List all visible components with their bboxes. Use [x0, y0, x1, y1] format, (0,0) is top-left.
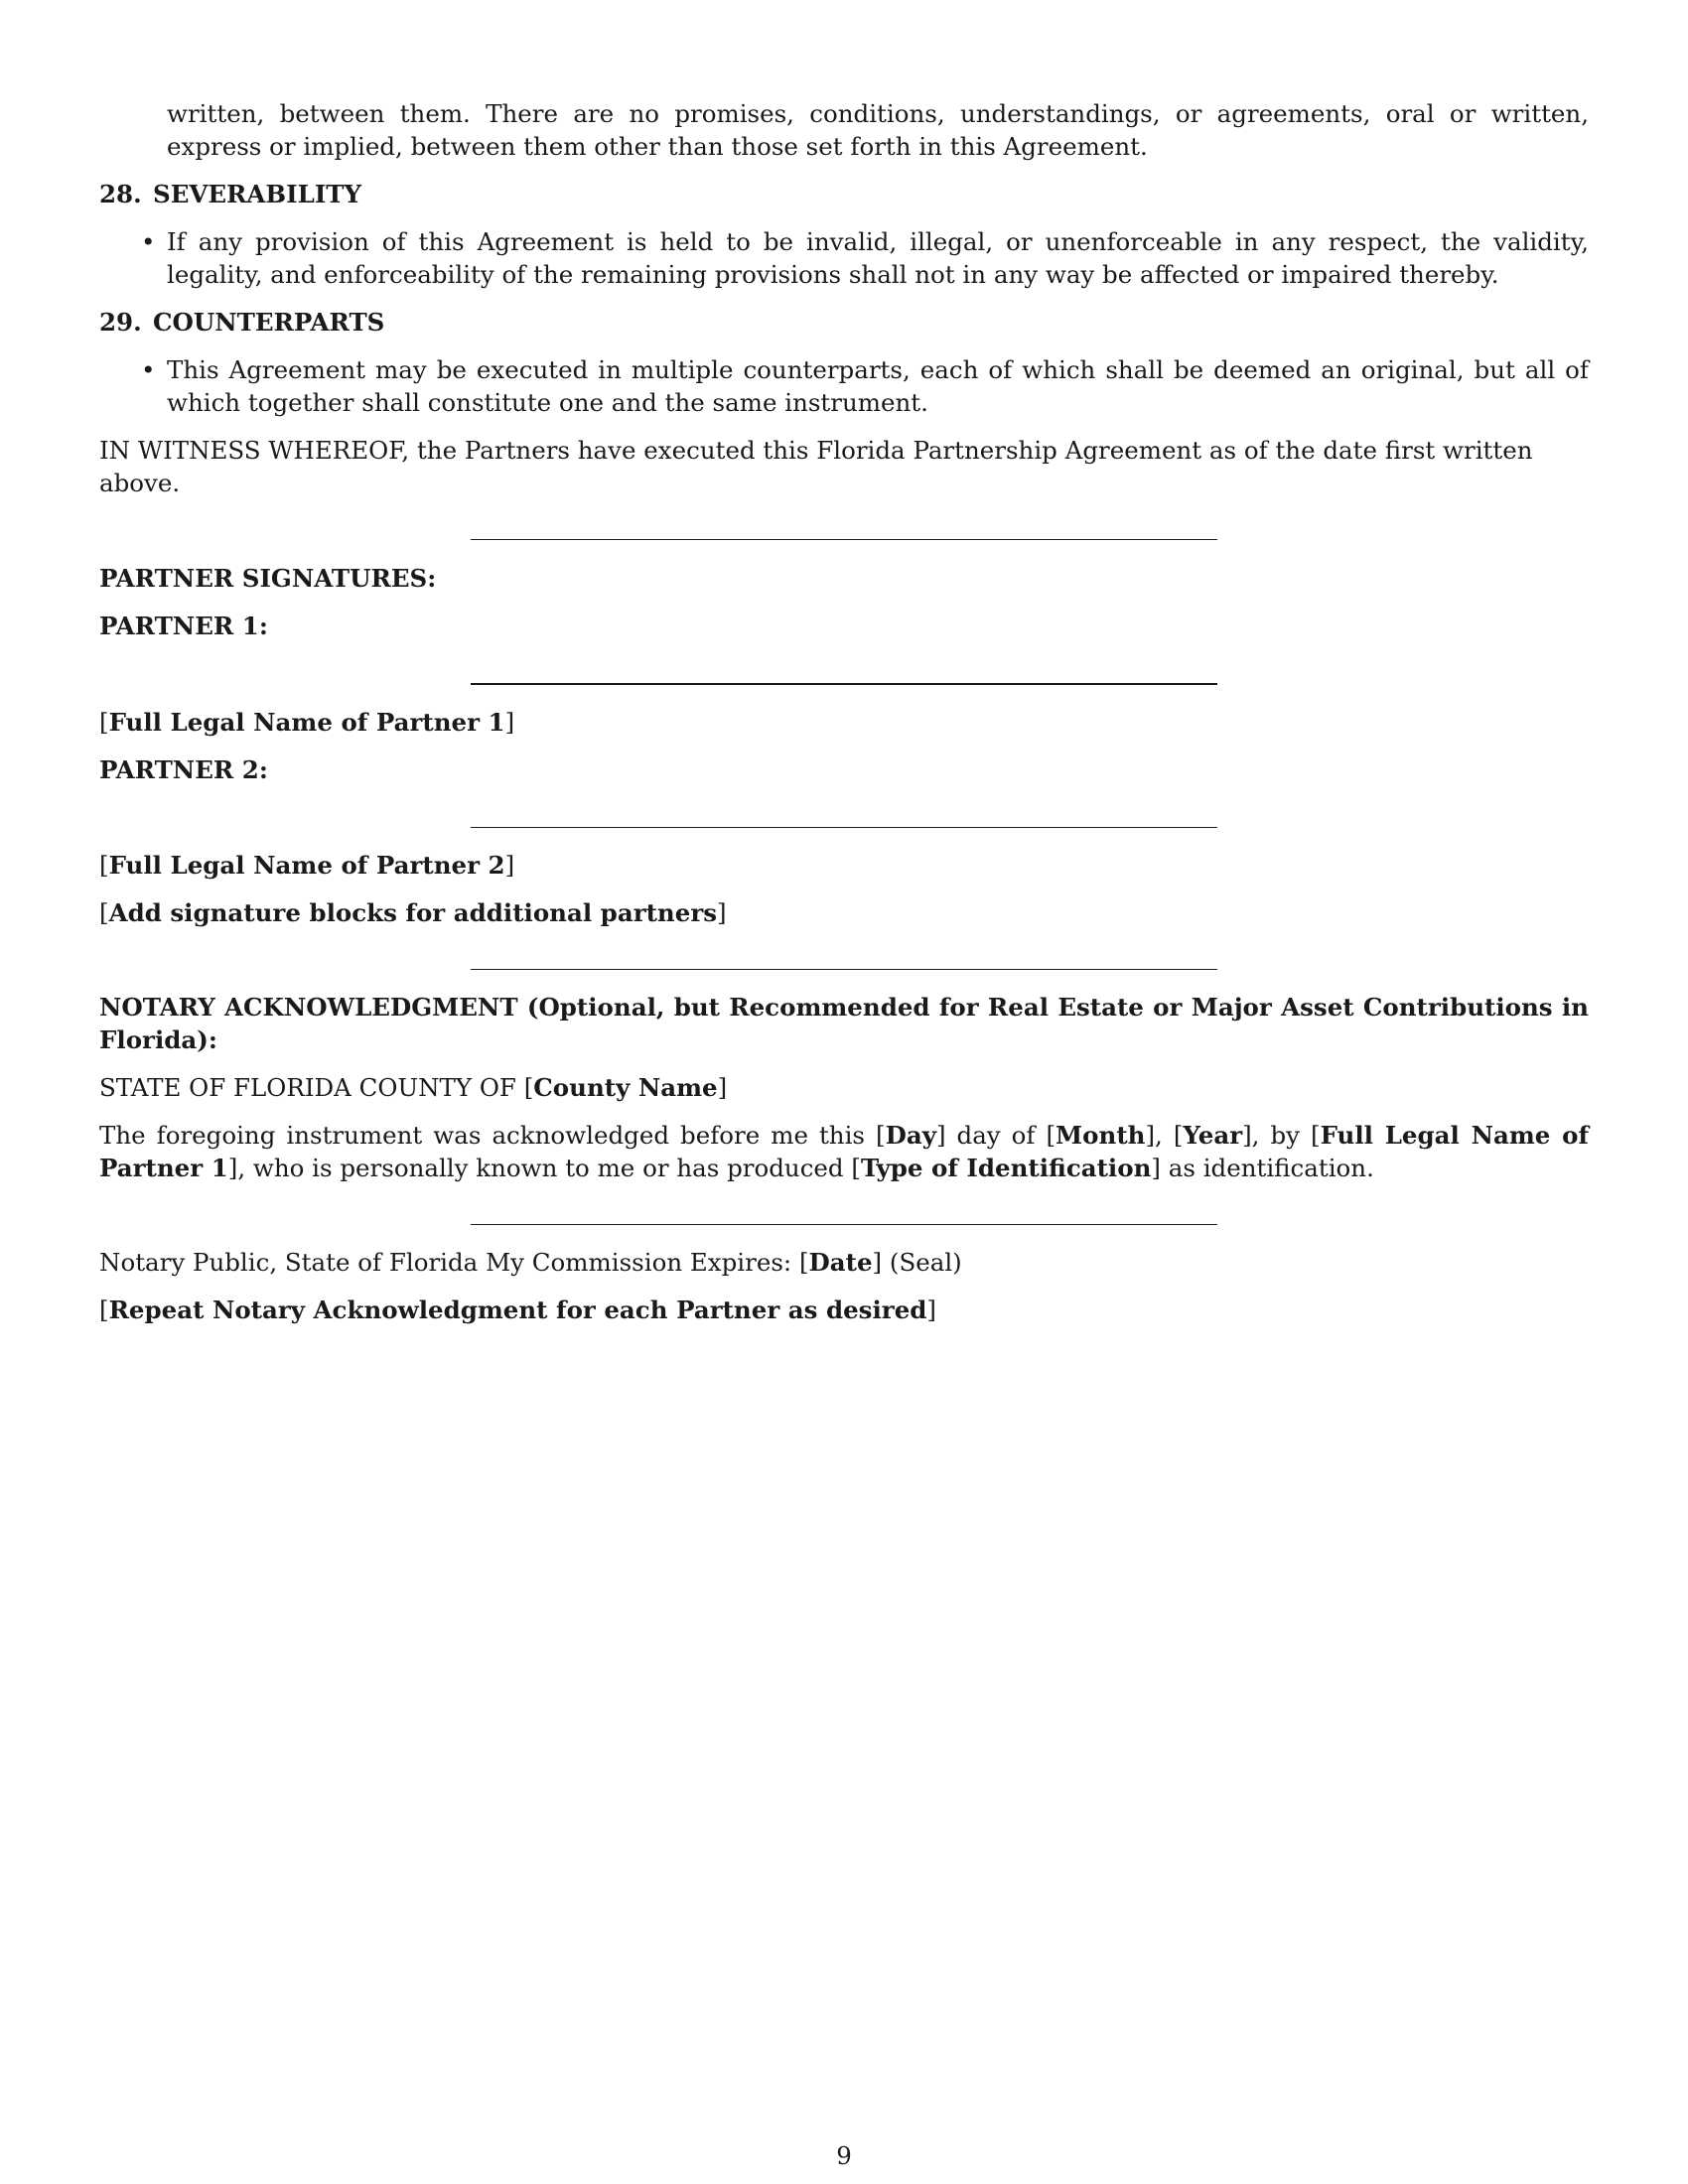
section-number: 28. [99, 180, 142, 208]
list-item: • This Agreement may be executed in multiple counterparts, each of which shall be deemed an original, but all of which together shall constitute one and the same instrument. [167, 353, 1589, 419]
seal-text: (Seal) [882, 1248, 962, 1277]
document-page [99, 97, 1589, 1326]
ack-text: as identification. [1160, 1154, 1374, 1182]
day-placeholder: Day [885, 1121, 936, 1150]
section-title: SEVERABILITY [153, 180, 361, 208]
ack-text: day of [945, 1121, 1047, 1150]
partner-2-name: [Full Legal Name of Partner 2] [99, 851, 515, 880]
list-item: • If any provision of this Agreement is held to be invalid, illegal, or unenforceable in any respect, the validity, legality, and enforceability of the remaining provisions shall not in any way be affected or impaired thereby. [167, 225, 1589, 291]
section-number: 29. [99, 308, 142, 337]
notary-state-text: STATE OF FLORIDA COUNTY OF [99, 1073, 524, 1102]
section-heading-counterparts [99, 306, 1589, 339]
additional-partners-placeholder: Add signature blocks for additional partners [108, 898, 718, 927]
ack-text: , who is personally known to me or has produced [237, 1154, 852, 1182]
section-title: COUNTERPARTS [153, 308, 385, 337]
notary-heading: NOTARY ACKNOWLEDGMENT (Optional, but Recommended for Real Estate or Major Asset Contributions in Florida): [99, 993, 1589, 1054]
ack-text: , [1155, 1121, 1174, 1150]
partner-1-name-placeholder: Full Legal Name of Partner 1 [108, 708, 505, 737]
partner-1-label: PARTNER 1: [99, 612, 268, 640]
partner-2-name-placeholder: Full Legal Name of Partner 2 [108, 851, 505, 880]
notary-public-text: Notary Public, State of Florida My Commission Expires: [99, 1248, 799, 1277]
month-placeholder: Month [1055, 1121, 1146, 1150]
notary-signature-line[interactable] [471, 1224, 1217, 1225]
continuation-paragraph: written, between them. There are no promises, conditions, understandings, or agreements, oral or written, express or implied, between them other than those set forth in this Agreement. [167, 99, 1589, 161]
repeat-notary-note: [Repeat Notary Acknowledgment for each Partner as desired] [99, 1296, 936, 1324]
partner-2-signature-line[interactable] [471, 827, 1217, 828]
ack-text: The foregoing instrument was acknowledged before me this [99, 1121, 877, 1150]
severability-list [99, 225, 1589, 291]
notary-public-line: Notary Public, State of Florida My Commission Expires: [Date] (Seal) [99, 1248, 962, 1277]
partner-name-placeholder: Full Legal Name of Partner 1 [99, 1121, 1589, 1182]
additional-partners-note: [Add signature blocks for additional partners] [99, 898, 727, 927]
separator-line [471, 969, 1217, 970]
expiration-date-placeholder: Date [808, 1248, 873, 1277]
notary-acknowledgment-paragraph: The foregoing instrument was acknowledged before me this [Day] day of [Month], [Year], by [Full Legal Name of Partner 1], who is personally known to me or has produced [Type of Identification] as identification. [99, 1121, 1589, 1182]
separator-line [471, 539, 1217, 540]
page-number: 9 [836, 2141, 852, 2170]
section-heading-severability [99, 178, 1589, 210]
year-placeholder: Year [1183, 1121, 1243, 1150]
witness-paragraph: IN WITNESS WHEREOF, the Partners have executed this Florida Partnership Agreement as of the date first written above. [99, 436, 1533, 497]
counterparts-list [99, 353, 1589, 419]
notary-state-county: STATE OF FLORIDA COUNTY OF [County Name] [99, 1073, 728, 1102]
partner-2-label: PARTNER 2: [99, 755, 268, 784]
county-placeholder: County Name [533, 1073, 718, 1102]
partner-1-name: [Full Legal Name of Partner 1] [99, 708, 515, 737]
partner-1-signature-line[interactable] [471, 683, 1217, 685]
partner-signatures-heading: PARTNER SIGNATURES: [99, 564, 437, 593]
id-type-placeholder: Type of Identification [860, 1154, 1152, 1182]
repeat-notary-placeholder: Repeat Notary Acknowledgment for each Partner as desired [108, 1296, 927, 1324]
ack-text: , by [1251, 1121, 1311, 1150]
